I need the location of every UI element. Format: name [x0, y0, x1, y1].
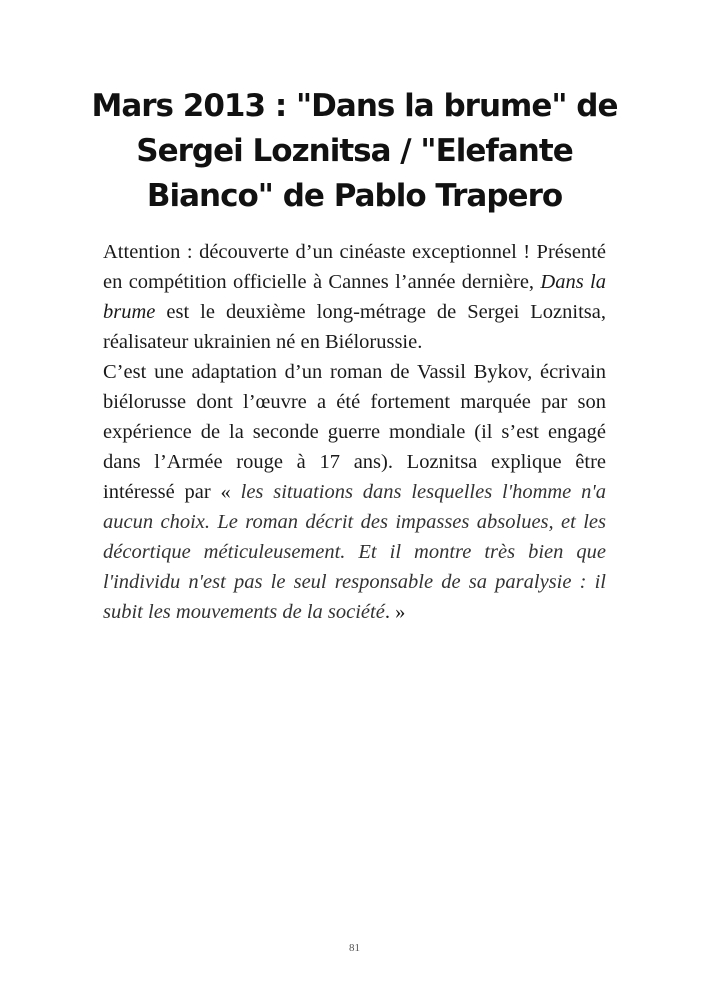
director-quote: les situations dans lesquelles l'homme n'a aucun choix. Le roman décrit des impasses absolues, et les décortique méticuleusement. Et il montre très bien que l'individu n'est pas le seul responsable de sa paralysie : il subit les mouvements de la société	[103, 481, 606, 623]
film-title-italic: Dans la brume	[103, 271, 606, 323]
quote-closing: . »	[384, 601, 406, 623]
paragraph-intro	[103, 237, 606, 357]
paragraph-adaptation	[103, 357, 606, 627]
paragraph-intro-text-end: est le deuxième long-métrage de Sergei Loznitsa, réalisateur ukrainien né en Biélorussie.	[103, 301, 606, 353]
page-title: Mars 2013 : "Dans la brume" de Sergei Loznitsa / "Elefante Bianco" de Pablo Trapero	[91, 88, 618, 214]
page-number: 81	[349, 942, 360, 954]
paragraph-intro-text-start: Attention : découverte d’un cinéaste exceptionnel ! Présenté en compétition officielle à Cannes l’année dernière,	[103, 241, 606, 293]
paragraph-adaptation-text: C’est une adaptation d’un roman de Vassil Bykov, écrivain biélorusse dont l’œuvre a été fortement marquée par son expérience de la seconde guerre mondiale (il s’est engagé dans l’Armée rouge à 17 ans). Loznitsa explique être intéressé par «	[103, 361, 606, 503]
article-body	[103, 237, 606, 627]
